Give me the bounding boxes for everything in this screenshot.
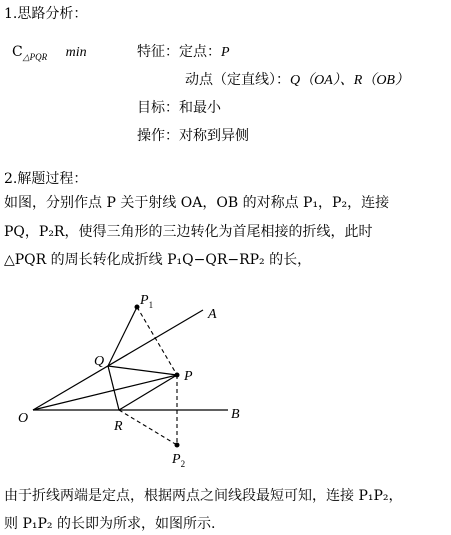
fixed-point-label: 定点： [179,44,221,60]
operation-label: 操作： [137,128,179,144]
min-text: min [65,45,87,60]
segment-qr [108,366,119,410]
goal-value: 和最小 [179,100,221,116]
goal-row [137,98,221,118]
point-p2 [175,443,180,448]
feature-label: 特征： [137,44,179,60]
para2-line2: 则 P₁P₂ 的长即为所求，如图所示. [4,516,216,532]
moving-point-vars: Q（OA）、R（OB） [290,73,409,88]
moving-point-row [185,70,409,91]
c-subscript: △PQR [22,51,48,62]
goal-label: 目标： [137,100,179,116]
perimeter-min-label [12,42,87,67]
label-a: A [208,307,217,322]
label-p2: $P_2$ [172,452,186,469]
dashed-p1p [137,307,177,375]
point-p1 [135,305,140,310]
label-p1: $P_1$ [140,293,154,310]
ray-oa [33,310,203,410]
segment-qp [108,366,177,375]
operation-row [137,126,249,146]
feature-row [137,42,230,63]
segment-rp [119,375,177,410]
para2-line1: 由于折线两端是定点，根据两点之间线段最短可知，连接 P₁P₂， [4,488,403,504]
geometry-figure [0,290,451,470]
dashed-rp2 [119,410,177,445]
para1-line1: 如图，分别作点 P 关于射线 OA，OB 的对称点 P₁，P₂，连接 [4,195,390,211]
operation-value: 对称到异侧 [179,128,249,144]
moving-point-label: 动点（定直线）： [185,72,290,88]
c-symbol: C [12,44,23,60]
para1-line2: PQ，P₂R，使得三角形的三边转化为首尾相接的折线，此时 [4,224,373,240]
label-q: Q [94,354,105,369]
fixed-point-var: P [221,45,230,60]
point-p [175,373,180,378]
segment-op [33,375,177,410]
label-p: P [184,369,193,384]
para1-line3: △PQR 的周长转化成折线 P₁Q−QR−RP₂ 的长， [4,252,312,268]
label-b: B [231,407,240,422]
section2-heading: 2.解题过程： [4,171,88,187]
label-r: R [114,419,123,434]
label-o: O [18,411,29,426]
section1-heading: 1.思路分析： [4,6,88,22]
